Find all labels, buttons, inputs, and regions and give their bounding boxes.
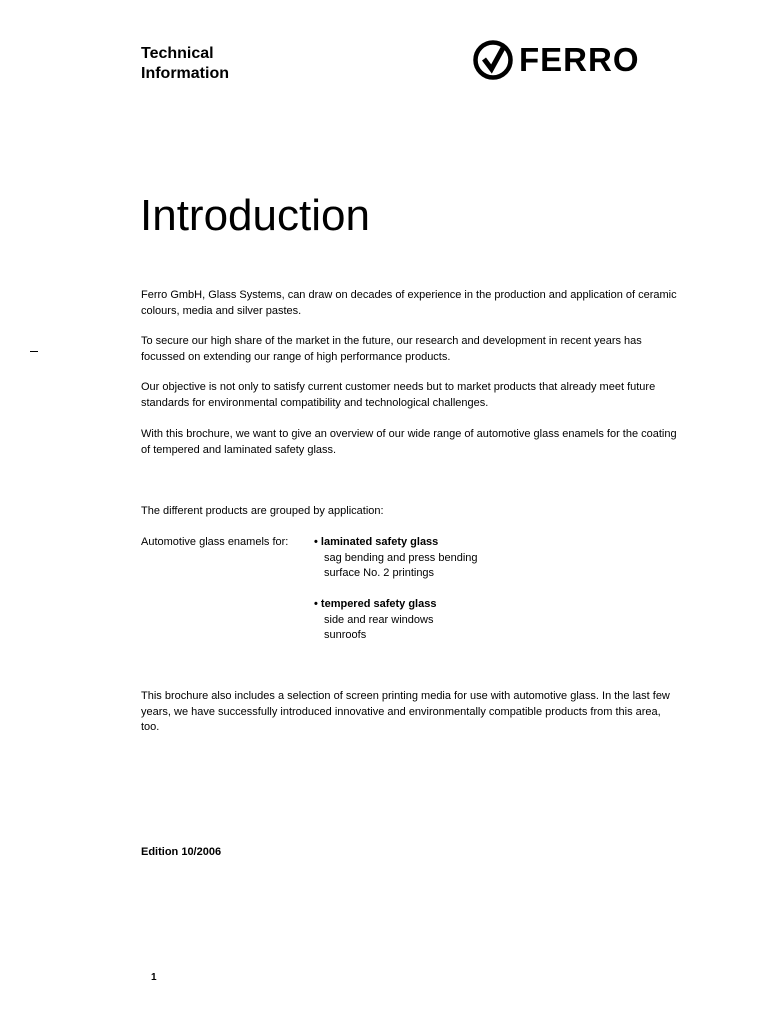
group-item: sag bending and press bending	[324, 551, 478, 564]
group-item: sunroofs	[324, 629, 367, 641]
margin-mark	[30, 351, 38, 352]
paragraph-objective: Our objective is not only to satisfy current customer needs but to market products that already meet future standards for environmental compatibility and technological challenges.	[141, 381, 656, 409]
paragraph-research: To secure our high share of the market in the future, our research and development in recent years has focussed on extending our range of high performance products.	[141, 335, 642, 363]
checkmark-circle-icon	[472, 39, 514, 81]
paragraph-intro: Ferro GmbH, Glass Systems, can draw on decades of experience in the production and application of ceramic colours, media and silver pastes.	[141, 289, 677, 317]
page-number: 1	[151, 972, 157, 983]
group-heading: • laminated safety glass	[314, 536, 439, 548]
page-title: Introduction	[140, 191, 370, 240]
header-title-line1: Technical	[141, 45, 214, 62]
header-title-line2: Information	[141, 65, 229, 82]
group-item: side and rear windows	[324, 613, 434, 626]
edition-label: Edition 10/2006	[141, 846, 222, 858]
applications-label: Automotive glass enamels for:	[141, 536, 289, 548]
application-group-tempered	[314, 597, 436, 644]
header-title	[141, 44, 229, 84]
ferro-logo	[472, 39, 678, 81]
group-item: surface No. 2 printings	[324, 567, 435, 579]
group-heading: • tempered safety glass	[314, 598, 437, 610]
logo-wordmark: FERRO	[519, 41, 640, 78]
paragraph-grouping: The different products are grouped by application:	[141, 505, 384, 517]
application-group-laminated	[314, 535, 478, 582]
paragraph-brochure: With this brochure, we want to give an overview of our wide range of automotive glass enamels for the coating of tempered and laminated safety glass.	[141, 428, 677, 456]
paragraph-media: This brochure also includes a selection of screen printing media for use with automotive glass. In the last few years, we have successfully introduced innovative and environmentally compatible products from this area, too.	[141, 690, 670, 733]
